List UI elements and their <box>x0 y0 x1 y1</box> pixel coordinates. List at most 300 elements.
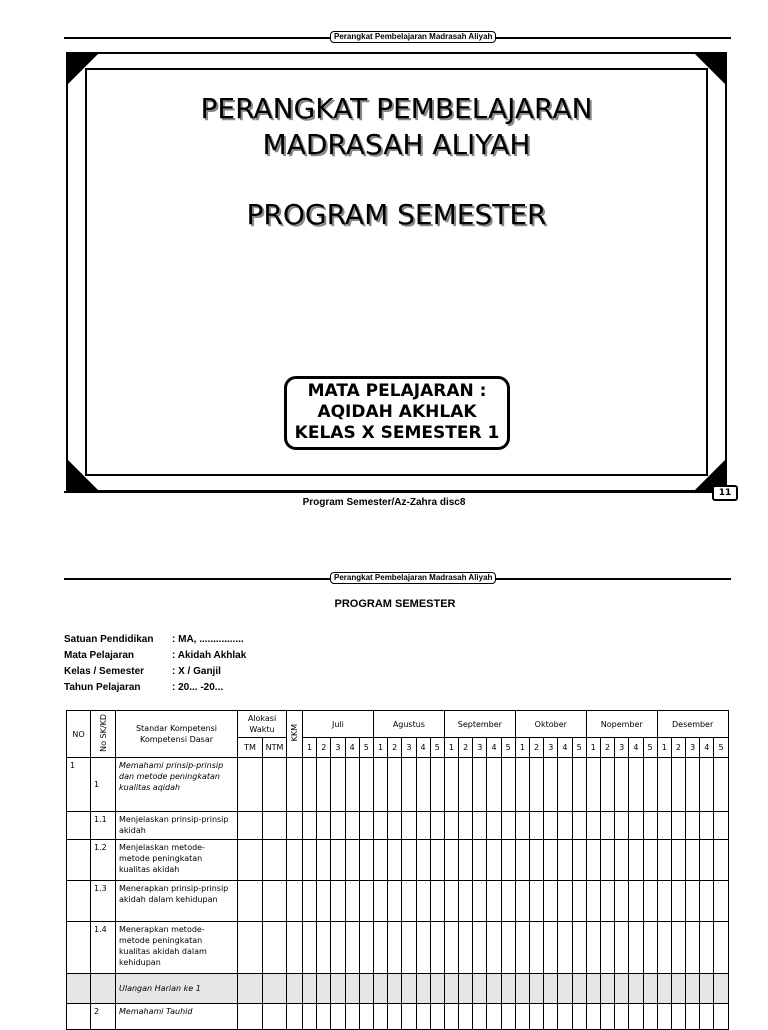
row-competency: Menerapkan prinsip-prinsip akidah dalam kehidupan <box>116 881 238 922</box>
col-header-ntm: NTM <box>263 738 287 758</box>
empty-cell <box>287 840 303 881</box>
empty-cell <box>238 812 263 840</box>
empty-cell <box>359 758 373 812</box>
empty-cell <box>416 1004 430 1030</box>
empty-cell <box>473 840 487 881</box>
empty-cell <box>714 812 728 840</box>
empty-cell <box>671 840 685 881</box>
empty-cell <box>686 812 700 840</box>
empty-cell <box>263 1004 287 1030</box>
empty-cell <box>459 1004 473 1030</box>
table-row <box>67 881 729 922</box>
empty-cell <box>501 974 515 1004</box>
empty-cell <box>615 1004 629 1030</box>
table-row <box>67 974 729 1004</box>
empty-cell <box>459 974 473 1004</box>
row-no <box>67 974 91 1004</box>
empty-cell <box>671 1004 685 1030</box>
empty-cell <box>359 840 373 881</box>
empty-cell <box>388 922 402 974</box>
week-header: 4 <box>345 738 359 758</box>
row-sk: 1 <box>91 758 116 812</box>
month-header: September <box>444 711 515 738</box>
empty-cell <box>657 1004 671 1030</box>
empty-cell <box>657 758 671 812</box>
week-header: 2 <box>671 738 685 758</box>
empty-cell <box>600 812 614 840</box>
col-header-kkm-label: KKM <box>290 724 299 742</box>
row-competency: Memahami Tauhid <box>116 1004 238 1030</box>
empty-cell <box>345 1004 359 1030</box>
empty-cell <box>303 758 317 812</box>
empty-cell <box>238 881 263 922</box>
week-header: 5 <box>572 738 586 758</box>
empty-cell <box>700 1004 714 1030</box>
header-label: Perangkat Pembelajaran Madrasah Aliyah <box>330 31 496 43</box>
empty-cell <box>430 881 444 922</box>
program-semester-table <box>66 710 729 1030</box>
empty-cell <box>287 758 303 812</box>
empty-cell <box>515 974 529 1004</box>
empty-cell <box>714 974 728 1004</box>
empty-cell <box>238 922 263 974</box>
empty-cell <box>700 974 714 1004</box>
row-no <box>67 840 91 881</box>
week-header: 4 <box>487 738 501 758</box>
row-competency: Menerapkan metode-metode peningkatan kualitas akidah dalam kehidupan <box>116 922 238 974</box>
empty-cell <box>600 758 614 812</box>
empty-cell <box>515 812 529 840</box>
empty-cell <box>487 758 501 812</box>
empty-cell <box>487 840 501 881</box>
empty-cell <box>629 922 643 974</box>
empty-cell <box>643 922 657 974</box>
empty-cell <box>671 881 685 922</box>
row-no <box>67 1004 91 1030</box>
week-header: 5 <box>643 738 657 758</box>
empty-cell <box>444 974 458 1004</box>
empty-cell <box>558 840 572 881</box>
empty-cell <box>544 922 558 974</box>
empty-cell <box>686 881 700 922</box>
empty-cell <box>600 974 614 1004</box>
empty-cell <box>615 758 629 812</box>
empty-cell <box>515 758 529 812</box>
empty-cell <box>303 840 317 881</box>
empty-cell <box>331 812 345 840</box>
col-header-standar: Standar Kompetensi Kompetensi Dasar <box>116 711 238 758</box>
empty-cell <box>331 881 345 922</box>
empty-cell <box>430 922 444 974</box>
empty-cell <box>544 974 558 1004</box>
empty-cell <box>714 1004 728 1030</box>
empty-cell <box>501 1004 515 1030</box>
empty-cell <box>586 974 600 1004</box>
empty-cell <box>444 812 458 840</box>
empty-cell <box>263 812 287 840</box>
empty-cell <box>416 840 430 881</box>
empty-cell <box>317 812 331 840</box>
empty-cell <box>515 840 529 881</box>
empty-cell <box>473 881 487 922</box>
empty-cell <box>501 881 515 922</box>
empty-cell <box>373 840 387 881</box>
empty-cell <box>263 840 287 881</box>
empty-cell <box>373 881 387 922</box>
empty-cell <box>501 840 515 881</box>
week-header: 2 <box>388 738 402 758</box>
empty-cell <box>388 974 402 1004</box>
empty-cell <box>686 758 700 812</box>
empty-cell <box>402 812 416 840</box>
empty-cell <box>643 758 657 812</box>
table-row <box>67 758 729 812</box>
week-header: 1 <box>444 738 458 758</box>
col-header-sk <box>91 711 116 758</box>
empty-cell <box>586 812 600 840</box>
empty-cell <box>600 840 614 881</box>
meta-row: Mata Pelajaran : Akidah Akhlak <box>64 650 247 661</box>
empty-cell <box>671 922 685 974</box>
empty-cell <box>345 974 359 1004</box>
empty-cell <box>586 881 600 922</box>
subject-line2: AQIDAH AKHLAK <box>317 402 477 422</box>
empty-cell <box>388 881 402 922</box>
empty-cell <box>388 758 402 812</box>
empty-cell <box>303 974 317 1004</box>
empty-cell <box>657 881 671 922</box>
week-header: 1 <box>515 738 529 758</box>
corner-ornament <box>66 458 100 492</box>
week-header: 1 <box>373 738 387 758</box>
table-row <box>67 1004 729 1030</box>
empty-cell <box>558 1004 572 1030</box>
empty-cell <box>700 758 714 812</box>
week-header: 3 <box>544 738 558 758</box>
empty-cell <box>359 812 373 840</box>
row-competency: Ulangan Harian ke 1 <box>116 974 238 1004</box>
empty-cell <box>530 881 544 922</box>
col-header-sk-label: No SK/KD <box>98 714 108 752</box>
empty-cell <box>558 922 572 974</box>
subject-box <box>284 376 510 450</box>
empty-cell <box>430 840 444 881</box>
empty-cell <box>238 840 263 881</box>
empty-cell <box>473 1004 487 1030</box>
empty-cell <box>430 758 444 812</box>
empty-cell <box>530 1004 544 1030</box>
empty-cell <box>402 840 416 881</box>
week-header: 3 <box>402 738 416 758</box>
empty-cell <box>700 812 714 840</box>
empty-cell <box>402 758 416 812</box>
empty-cell <box>600 1004 614 1030</box>
empty-cell <box>345 922 359 974</box>
empty-cell <box>643 974 657 1004</box>
empty-cell <box>416 974 430 1004</box>
empty-cell <box>459 812 473 840</box>
week-header: 4 <box>416 738 430 758</box>
row-sk <box>91 974 116 1004</box>
week-header: 3 <box>473 738 487 758</box>
program-semester-title: PROGRAM SEMESTER <box>334 598 456 610</box>
empty-cell <box>331 974 345 1004</box>
empty-cell <box>317 974 331 1004</box>
empty-cell <box>700 840 714 881</box>
empty-cell <box>544 840 558 881</box>
empty-cell <box>572 812 586 840</box>
empty-cell <box>430 974 444 1004</box>
month-header: Oktober <box>515 711 586 738</box>
empty-cell <box>686 922 700 974</box>
empty-cell <box>402 922 416 974</box>
meta-row: Kelas / Semester : X / Ganjil <box>64 666 221 677</box>
empty-cell <box>444 758 458 812</box>
row-competency: Memahami prinsip-prinsip dan metode peningkatan kualitas aqidah <box>116 758 238 812</box>
cover-frame <box>66 52 727 492</box>
meta-row: Satuan Pendidikan : MA, ................ <box>64 634 244 645</box>
empty-cell <box>686 1004 700 1030</box>
empty-cell <box>714 758 728 812</box>
empty-cell <box>373 922 387 974</box>
week-header: 2 <box>530 738 544 758</box>
empty-cell <box>287 974 303 1004</box>
page-number: 11 <box>712 485 738 501</box>
empty-cell <box>544 758 558 812</box>
empty-cell <box>657 922 671 974</box>
empty-cell <box>558 758 572 812</box>
empty-cell <box>657 974 671 1004</box>
empty-cell <box>572 840 586 881</box>
empty-cell <box>700 922 714 974</box>
subject-line3: KELAS X SEMESTER 1 <box>294 423 500 443</box>
week-header: 2 <box>317 738 331 758</box>
empty-cell <box>657 840 671 881</box>
empty-cell <box>444 881 458 922</box>
empty-cell <box>586 758 600 812</box>
row-sk: 1.4 <box>91 922 116 974</box>
corner-ornament <box>66 52 100 86</box>
cover-title-line3: PROGRAM SEMESTER <box>246 198 547 231</box>
footer-rule <box>64 491 731 493</box>
empty-cell <box>287 1004 303 1030</box>
empty-cell <box>615 812 629 840</box>
empty-cell <box>572 1004 586 1030</box>
empty-cell <box>629 974 643 1004</box>
cover-title-line1: PERANGKAT PEMBELAJARAN <box>200 92 593 125</box>
week-header: 5 <box>501 738 515 758</box>
week-header: 2 <box>459 738 473 758</box>
empty-cell <box>317 758 331 812</box>
empty-cell <box>643 881 657 922</box>
empty-cell <box>572 922 586 974</box>
empty-cell <box>303 1004 317 1030</box>
month-header: Nopember <box>586 711 657 738</box>
empty-cell <box>487 812 501 840</box>
header-label-page2: Perangkat Pembelajaran Madrasah Aliyah <box>330 572 496 584</box>
col-header-tm: TM <box>238 738 263 758</box>
cover-title-line2: MADRASAH ALIYAH <box>262 128 531 161</box>
empty-cell <box>402 881 416 922</box>
empty-cell <box>544 812 558 840</box>
empty-cell <box>473 974 487 1004</box>
empty-cell <box>671 974 685 1004</box>
empty-cell <box>530 812 544 840</box>
empty-cell <box>359 1004 373 1030</box>
empty-cell <box>402 974 416 1004</box>
week-header: 5 <box>359 738 373 758</box>
empty-cell <box>459 881 473 922</box>
empty-cell <box>686 840 700 881</box>
empty-cell <box>487 922 501 974</box>
month-header: Agustus <box>373 711 444 738</box>
empty-cell <box>615 881 629 922</box>
empty-cell <box>263 974 287 1004</box>
empty-cell <box>643 812 657 840</box>
empty-cell <box>331 840 345 881</box>
empty-cell <box>359 974 373 1004</box>
empty-cell <box>515 1004 529 1030</box>
empty-cell <box>586 1004 600 1030</box>
empty-cell <box>303 881 317 922</box>
empty-cell <box>671 812 685 840</box>
empty-cell <box>373 1004 387 1030</box>
week-header: 4 <box>558 738 572 758</box>
empty-cell <box>600 922 614 974</box>
col-header-alokasi: Alokasi Waktu <box>238 711 287 738</box>
row-no: 1 <box>67 758 91 812</box>
empty-cell <box>345 881 359 922</box>
week-header: 1 <box>303 738 317 758</box>
empty-cell <box>487 974 501 1004</box>
empty-cell <box>586 922 600 974</box>
week-header: 5 <box>714 738 728 758</box>
week-header: 4 <box>700 738 714 758</box>
row-sk: 1.3 <box>91 881 116 922</box>
empty-cell <box>473 922 487 974</box>
row-no <box>67 812 91 840</box>
empty-cell <box>444 922 458 974</box>
empty-cell <box>331 758 345 812</box>
empty-cell <box>303 812 317 840</box>
empty-cell <box>530 974 544 1004</box>
empty-cell <box>515 922 529 974</box>
subject-line1: MATA PELAJARAN : <box>307 381 487 401</box>
row-competency: Menjelaskan metode-metode peningkatan kualitas akidah <box>116 840 238 881</box>
week-header: 4 <box>629 738 643 758</box>
empty-cell <box>473 812 487 840</box>
empty-cell <box>629 881 643 922</box>
empty-cell <box>501 758 515 812</box>
row-no <box>67 881 91 922</box>
empty-cell <box>544 1004 558 1030</box>
meta-block <box>64 632 246 696</box>
empty-cell <box>345 840 359 881</box>
empty-cell <box>615 974 629 1004</box>
empty-cell <box>586 840 600 881</box>
empty-cell <box>459 922 473 974</box>
empty-cell <box>430 812 444 840</box>
empty-cell <box>345 812 359 840</box>
row-sk: 2 <box>91 1004 116 1030</box>
empty-cell <box>558 974 572 1004</box>
empty-cell <box>714 922 728 974</box>
empty-cell <box>487 881 501 922</box>
empty-cell <box>501 922 515 974</box>
week-header: 3 <box>615 738 629 758</box>
empty-cell <box>263 922 287 974</box>
empty-cell <box>359 922 373 974</box>
empty-cell <box>501 812 515 840</box>
empty-cell <box>643 840 657 881</box>
empty-cell <box>629 812 643 840</box>
empty-cell <box>600 881 614 922</box>
empty-cell <box>487 1004 501 1030</box>
empty-cell <box>317 881 331 922</box>
empty-cell <box>345 758 359 812</box>
table-row <box>67 922 729 974</box>
empty-cell <box>373 812 387 840</box>
empty-cell <box>416 922 430 974</box>
empty-cell <box>572 758 586 812</box>
empty-cell <box>331 1004 345 1030</box>
empty-cell <box>629 840 643 881</box>
empty-cell <box>700 881 714 922</box>
week-header: 5 <box>430 738 444 758</box>
empty-cell <box>430 1004 444 1030</box>
empty-cell <box>373 974 387 1004</box>
empty-cell <box>388 1004 402 1030</box>
meta-row: Tahun Pelajaran : 20... -20... <box>64 682 224 693</box>
empty-cell <box>671 758 685 812</box>
row-competency: Menjelaskan prinsip-prinsip akidah <box>116 812 238 840</box>
table-row <box>67 840 729 881</box>
empty-cell <box>629 758 643 812</box>
empty-cell <box>558 812 572 840</box>
empty-cell <box>287 922 303 974</box>
empty-cell <box>530 922 544 974</box>
month-header: Juli <box>303 711 374 738</box>
month-header: Desember <box>657 711 728 738</box>
empty-cell <box>643 1004 657 1030</box>
week-header: 3 <box>331 738 345 758</box>
empty-cell <box>317 1004 331 1030</box>
empty-cell <box>402 1004 416 1030</box>
empty-cell <box>686 974 700 1004</box>
empty-cell <box>544 881 558 922</box>
empty-cell <box>629 1004 643 1030</box>
empty-cell <box>238 1004 263 1030</box>
week-header: 1 <box>657 738 671 758</box>
empty-cell <box>572 974 586 1004</box>
week-header: 2 <box>600 738 614 758</box>
empty-cell <box>714 881 728 922</box>
empty-cell <box>444 840 458 881</box>
empty-cell <box>657 812 671 840</box>
empty-cell <box>530 758 544 812</box>
empty-cell <box>263 881 287 922</box>
empty-cell <box>530 840 544 881</box>
week-header: 3 <box>686 738 700 758</box>
empty-cell <box>459 840 473 881</box>
empty-cell <box>572 881 586 922</box>
row-sk: 1.1 <box>91 812 116 840</box>
week-header: 1 <box>586 738 600 758</box>
empty-cell <box>331 922 345 974</box>
empty-cell <box>287 881 303 922</box>
empty-cell <box>317 840 331 881</box>
empty-cell <box>238 974 263 1004</box>
